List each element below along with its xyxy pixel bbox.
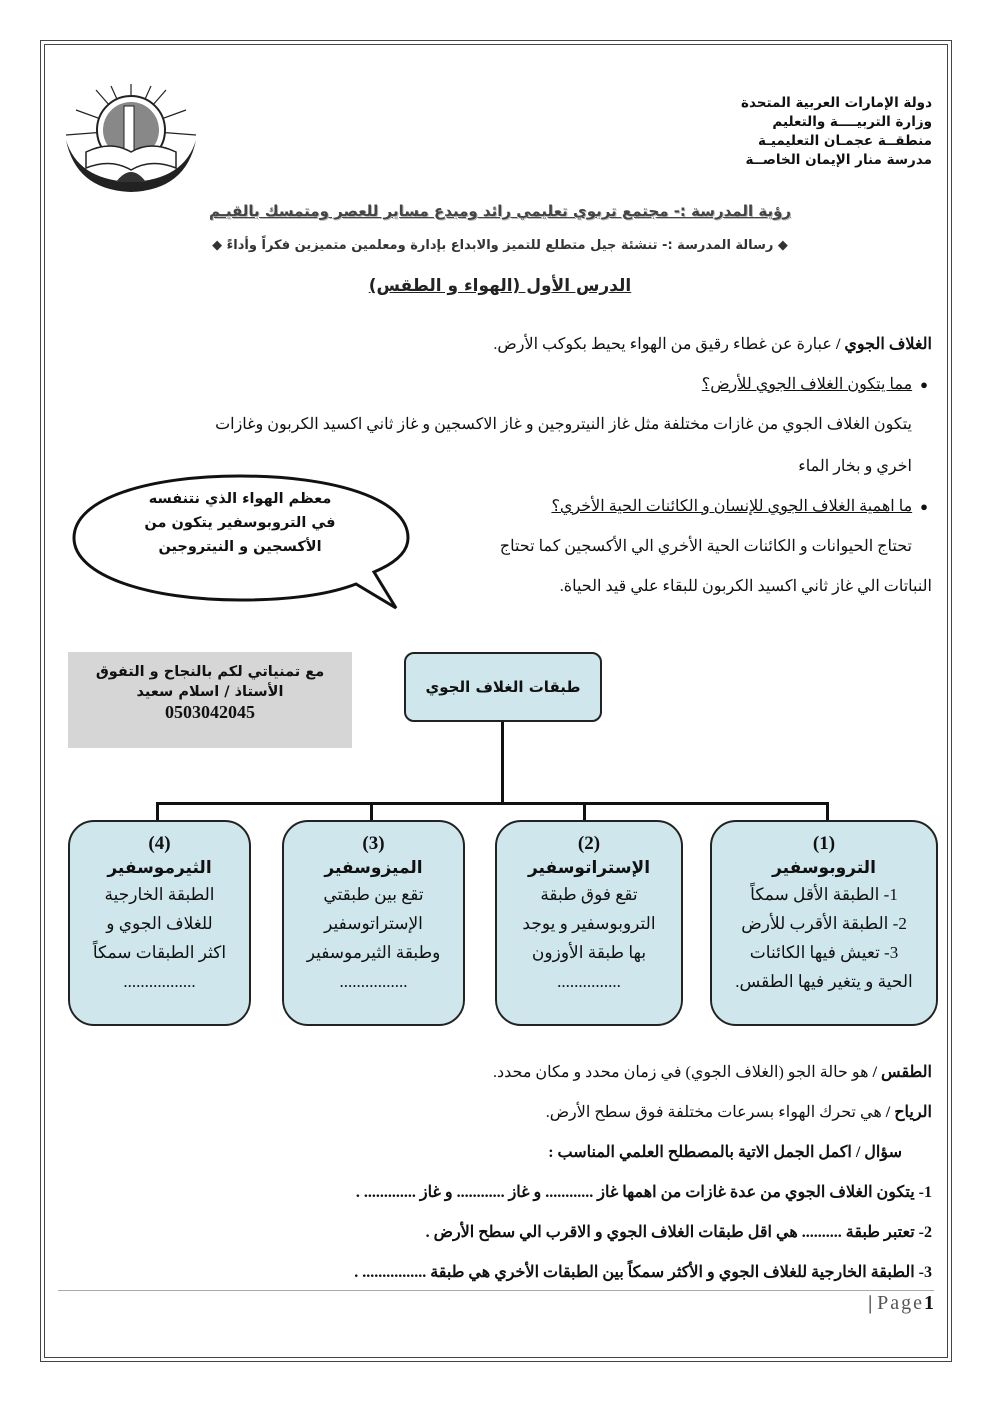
layer-name: الثيرموسفير: [107, 858, 212, 878]
diagram-connector-1: [826, 802, 829, 822]
bullet-icon: ●: [920, 499, 928, 514]
definition-text: عبارة عن غطاء رقيق من الهواء يحيط بكوكب الأرض.: [493, 336, 836, 353]
school-logo: [56, 80, 206, 200]
definition-weather: [62, 1062, 932, 1082]
layer-line: وطبقة الثيرموسفير: [306, 943, 441, 962]
layer-line: الحية و يتغير فيها الطقس.: [735, 972, 913, 991]
footer-separator: |: [868, 1292, 873, 1314]
header-ministry: وزارة التربيــــة والتعليم: [772, 114, 932, 130]
layer-number: (2): [577, 833, 601, 854]
diagram-connector-4: [156, 802, 159, 822]
layer-box-mesosphere: [282, 820, 465, 1026]
question-2-text: ما اهمية الغلاف الجوي للإنسان و الكائنات الحية الأخري؟: [551, 498, 913, 515]
school-vision: رؤية المدرسة :- مجتمع تربوي تعليمي رائد ومبدع مساير للعصر ومتمسك بالقيـم: [208, 202, 792, 220]
header-school: مدرسة منار الإيمان الخاصــة: [745, 152, 932, 168]
bubble-line-2: في التروبوسفير يتكون من: [144, 515, 336, 531]
answer-1-line1: يتكون الغلاف الجوي من غازات مختلفة مثل غاز النيتروجين و غاز الاكسجين و غاز ثاني اكسيد الكربون وغازات: [215, 416, 912, 433]
footer-page-word: Page: [877, 1292, 924, 1314]
winds-text: هي تحرك الهواء بسرعات مختلفة فوق سطح الأرض.: [545, 1104, 886, 1121]
question-1: [68, 374, 928, 394]
footer-rule: [58, 1290, 934, 1291]
layer-line: تقع بين طبقتي: [323, 885, 424, 904]
school-mission: ◆ رسالة المدرسة :- تنشئة جيل متطلع للتميز والابداع بإدارة ومعلمين متميزين فكراً وأداءً ◆: [212, 238, 788, 253]
layer-line: التروبوسفير و يوجد: [522, 914, 656, 933]
layer-number: (1): [812, 833, 836, 854]
layer-line: .................: [123, 972, 196, 991]
header-country: دولة الإمارات العربية المتحدة: [741, 95, 932, 111]
weather-text: هو حالة الجو (الغلاف الجوي) في زمان محدد و مكان محدد.: [493, 1064, 873, 1081]
layer-box-troposphere: [710, 820, 938, 1026]
speech-bubble-text: [140, 487, 340, 559]
answer-1-line2: اخري و بخار الماء: [798, 458, 912, 475]
answer-2-line1: تحتاج الحيوانات و الكائنات الحية الأخري الي الأكسجين كما تحتاج: [499, 538, 912, 555]
diagram-connector-3: [370, 802, 373, 822]
exercise-item-3: 3- الطبقة الخارجية للغلاف الجوي و الأكثر سمكاً بين الطبقات الأخري هي طبقة ................ .: [354, 1264, 932, 1281]
layer-line: ................: [339, 972, 408, 991]
diagram-branch-line: [156, 802, 828, 805]
layer-name: التروبوسفير: [772, 858, 876, 878]
school-header: [741, 94, 932, 170]
page-footer: [800, 1292, 934, 1315]
definition-atmosphere: [62, 334, 932, 354]
answer-2-line2: النباتات الي غاز ثاني اكسيد الكربون للبقاء علي قيد الحياة.: [559, 578, 932, 595]
teacher-phone: 0503042045: [165, 702, 255, 722]
bubble-line-3: الأكسجين و النيتروجين: [158, 539, 322, 555]
question-2: [448, 496, 928, 516]
layer-name: الميزوسفير: [324, 858, 423, 878]
layer-line: 2- الطبقة الأقرب للأرض: [741, 914, 907, 933]
layer-line: الإستراتوسفير: [324, 914, 423, 933]
layer-line: ...............: [557, 972, 621, 991]
definition-term: الغلاف الجوي /: [835, 336, 932, 353]
question-1-text: مما يتكون الغلاف الجوي للأرض؟: [701, 376, 913, 393]
lesson-title: الدرس الأول (الهواء و الطقس): [368, 276, 632, 296]
exercise-item-2: 2- تعتبر طبقة .......... هي اقل طبقات الغلاف الجوي و الاقرب الي سطح الأرض .: [425, 1224, 932, 1241]
layer-number: (3): [362, 833, 385, 854]
teacher-box-text: [68, 662, 352, 722]
layer-box-thermosphere: [68, 820, 251, 1026]
layer-name: الإستراتوسفير: [527, 858, 651, 878]
diagram-root-box: طبقات الغلاف الجوي: [404, 652, 602, 722]
layer-line: الطبقة الخارجية: [104, 885, 215, 904]
layer-line: بها طبقة الأوزون: [531, 943, 647, 962]
footer-page-number: 1: [924, 1292, 934, 1314]
diagram-connector-2: [583, 802, 586, 822]
diagram-trunk-line: [501, 722, 504, 804]
layer-line: تقع فوق طبقة: [540, 885, 638, 904]
teacher-wishes: مع تمنياتي لكم بالنجاح و التفوق: [95, 664, 325, 680]
layer-line: 3- تعيش فيها الكائنات: [749, 943, 899, 962]
header-region: منطقــة عجمـان التعليميـة: [758, 133, 932, 149]
winds-term: الرياح /: [885, 1104, 932, 1121]
layer-line: اكثر الطبقات سمكاً: [92, 943, 227, 962]
layer-line: للغلاف الجوي و: [106, 914, 213, 933]
layer-number: (4): [148, 833, 171, 854]
exercise-title: سؤال / اكمل الجمل الاتية بالمصطلح العلمي المناسب :: [548, 1144, 902, 1161]
bullet-icon: ●: [920, 377, 928, 392]
layer-box-stratosphere: [495, 820, 683, 1026]
bubble-line-1: معظم الهواء الذي نتنفسه: [148, 491, 332, 507]
layer-line: 1- الطبقة الأقل سمكاً: [750, 885, 898, 904]
definition-winds: [62, 1102, 932, 1122]
exercise-item-1: 1- يتكون الغلاف الجوي من عدة غازات من اهمها غاز ............ و غاز ............ و غاز ............. .: [355, 1184, 932, 1201]
weather-term: الطقس /: [872, 1064, 932, 1081]
teacher-name: الأستاذ / اسلام سعيد: [136, 684, 284, 700]
